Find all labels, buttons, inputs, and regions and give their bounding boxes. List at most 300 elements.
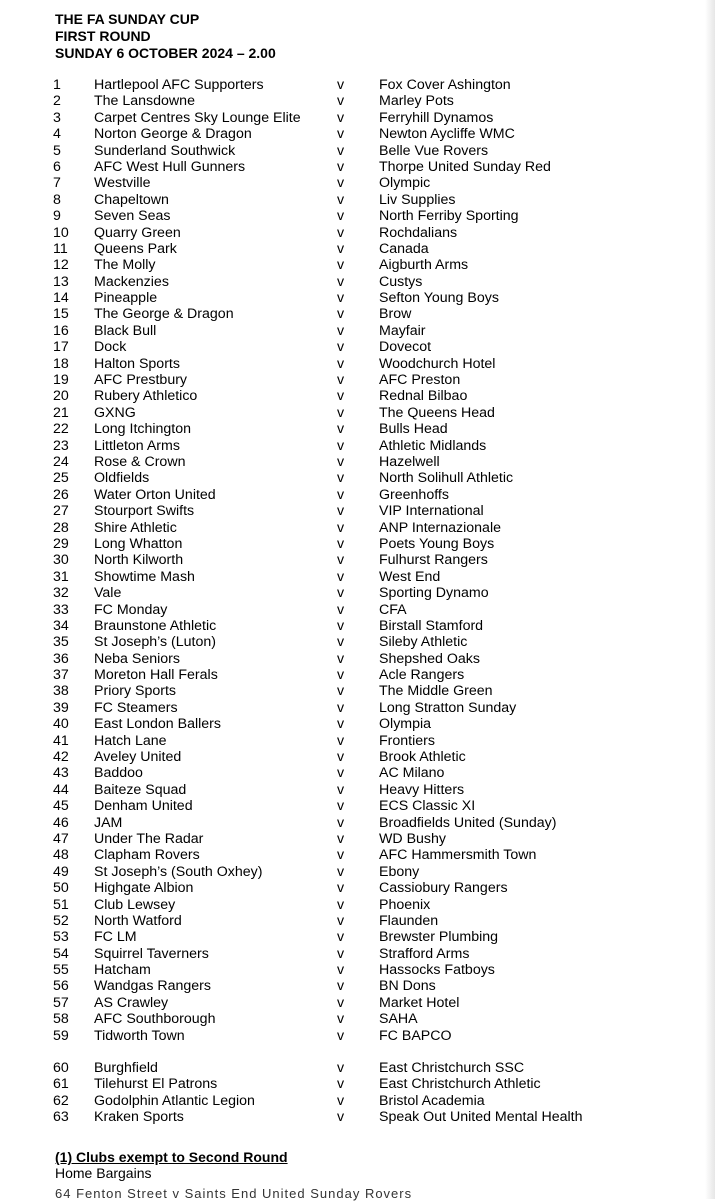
away-team: VIP International (379, 503, 484, 520)
fixture-number: 61 (53, 1076, 69, 1093)
home-team: Hatcham (94, 962, 151, 979)
versus-mark: v (337, 765, 345, 782)
away-team: AFC Hammersmith Town (379, 847, 537, 864)
home-team: Kraken Sports (94, 1109, 184, 1126)
versus-mark: v (337, 535, 345, 552)
versus-mark: v (337, 437, 345, 454)
fixture-row (0, 929, 700, 945)
fixture-number: 33 (53, 601, 69, 618)
fixture-row (0, 520, 700, 536)
away-team: Speak Out United Mental Health (379, 1109, 583, 1126)
home-team: AFC West Hull Gunners (94, 158, 246, 175)
away-team: Ferryhill Dynamos (379, 109, 494, 126)
fixture-number: 20 (53, 388, 69, 405)
versus-mark: v (337, 404, 345, 421)
fixture-row (0, 946, 700, 962)
home-team: Burghfield (94, 1060, 158, 1077)
versus-mark: v (337, 1092, 345, 1109)
versus-mark: v (337, 503, 345, 520)
fixture-number: 14 (53, 290, 69, 307)
fixture-row (0, 470, 700, 486)
versus-mark: v (337, 486, 345, 503)
away-team: Poets Young Boys (379, 535, 495, 552)
away-team: Shepshed Oaks (379, 650, 480, 667)
home-team: East London Ballers (94, 716, 221, 733)
home-team: Tilehurst El Patrons (94, 1076, 218, 1093)
away-team: Acle Rangers (379, 667, 465, 684)
versus-mark: v (337, 847, 345, 864)
fixture-number: 19 (53, 372, 69, 389)
fixture-row (0, 1076, 700, 1092)
home-team: North Kilworth (94, 552, 184, 569)
fixture-row (0, 388, 700, 404)
versus-mark: v (337, 650, 345, 667)
fixture-row (0, 847, 700, 863)
fixture-number: 2 (53, 93, 61, 110)
away-team: CFA (379, 601, 407, 618)
fixture-number: 62 (53, 1092, 69, 1109)
home-team: Hatch Lane (94, 732, 167, 749)
away-team: FC BAPCO (379, 1027, 452, 1044)
fixture-row (0, 208, 700, 224)
versus-mark: v (337, 1076, 345, 1093)
home-team: Sunderland Southwick (94, 142, 236, 159)
away-team: SAHA (379, 1011, 418, 1028)
versus-mark: v (337, 732, 345, 749)
versus-mark: v (337, 191, 345, 208)
versus-mark: v (337, 994, 345, 1011)
home-team: Neba Seniors (94, 650, 180, 667)
home-team: Mackenzies (94, 273, 169, 290)
away-team: Rochdalians (379, 224, 458, 241)
home-team: Rose & Crown (94, 453, 186, 470)
versus-mark: v (337, 175, 345, 192)
versus-mark: v (337, 912, 345, 929)
versus-mark: v (337, 126, 345, 143)
fixture-row (0, 749, 700, 765)
fixture-row (0, 1011, 700, 1027)
fixture-row (0, 815, 700, 831)
fixture-number: 47 (53, 830, 69, 847)
home-team: Westville (94, 175, 151, 192)
fixture-row (0, 1060, 700, 1076)
fixture-row (0, 634, 700, 650)
versus-mark: v (337, 601, 345, 618)
home-team: FC Monday (94, 601, 168, 618)
home-team: AFC Southborough (94, 1011, 216, 1028)
away-team: North Ferriby Sporting (379, 208, 519, 225)
fixture-number: 46 (53, 814, 69, 831)
home-team: AFC Prestbury (94, 372, 188, 389)
home-team: Littleton Arms (94, 437, 180, 454)
home-team: Clapham Rovers (94, 847, 200, 864)
home-team: Squirrel Taverners (94, 945, 209, 962)
fixture-row (0, 110, 700, 126)
versus-mark: v (337, 896, 345, 913)
home-team: Queens Park (94, 240, 177, 257)
home-team: Quarry Green (94, 224, 181, 241)
away-team: Sefton Young Boys (379, 290, 499, 307)
fixture-row (0, 503, 700, 519)
versus-mark: v (337, 1060, 345, 1077)
home-team: Moreton Hall Ferals (94, 667, 218, 684)
fixture-number: 52 (53, 912, 69, 929)
versus-mark: v (337, 880, 345, 897)
away-team: Newton Aycliffe WMC (379, 126, 515, 143)
fixture-number: 7 (53, 175, 61, 192)
versus-mark: v (337, 273, 345, 290)
versus-mark: v (337, 1109, 345, 1126)
fixture-row (0, 421, 700, 437)
versus-mark: v (337, 617, 345, 634)
away-team: Brewster Plumbing (379, 929, 499, 946)
away-team: Hazelwell (379, 453, 440, 470)
fixture-number: 53 (53, 929, 69, 946)
fixture-row (0, 733, 700, 749)
home-team: Wandgas Rangers (94, 978, 211, 995)
fixture-row (0, 602, 700, 618)
fixture-number: 60 (53, 1060, 69, 1077)
home-team: The George & Dragon (94, 306, 234, 323)
away-team: Liv Supplies (379, 191, 456, 208)
home-team: AS Crawley (94, 994, 169, 1011)
fixture-number: 51 (53, 896, 69, 913)
fixture-row (0, 225, 700, 241)
versus-mark: v (337, 142, 345, 159)
away-team: Fox Cover Ashington (379, 77, 511, 93)
away-team: Rednal Bilbao (379, 388, 468, 405)
home-team: Rubery Athletico (94, 388, 198, 405)
fixture-number: 16 (53, 322, 69, 339)
away-team: Broadfields United (Sunday) (379, 814, 557, 831)
fixture-number: 1 (53, 77, 61, 93)
fixture-number: 43 (53, 765, 69, 782)
fixture-number: 29 (53, 535, 69, 552)
away-team: Strafford Arms (379, 945, 470, 962)
fixture-number: 55 (53, 962, 69, 979)
fixture-number: 58 (53, 1011, 69, 1028)
fixture-row (0, 143, 700, 159)
fixture-number: 9 (53, 208, 61, 225)
fixture-number: 4 (53, 126, 61, 143)
fixture-row (0, 438, 700, 454)
fixture-row (0, 897, 700, 913)
fixture-number: 27 (53, 503, 69, 520)
versus-mark: v (337, 716, 345, 733)
fixture-row (0, 372, 700, 388)
round-title: FIRST ROUND (55, 28, 151, 44)
fixture-number: 40 (53, 716, 69, 733)
home-team: Club Lewsey (94, 896, 176, 913)
versus-mark: v (337, 699, 345, 716)
versus-mark: v (337, 585, 345, 602)
fixture-number: 50 (53, 880, 69, 897)
fixture-number: 13 (53, 273, 69, 290)
away-team: Cassiobury Rangers (379, 880, 508, 897)
versus-mark: v (337, 290, 345, 307)
versus-mark: v (337, 781, 345, 798)
fixture-number: 23 (53, 437, 69, 454)
fixture-number: 15 (53, 306, 69, 323)
away-team: Market Hotel (379, 994, 460, 1011)
away-team: Dovecot (379, 339, 432, 356)
away-team: The Queens Head (379, 404, 495, 421)
fixture-number: 44 (53, 781, 69, 798)
home-team: Denham United (94, 798, 193, 815)
fixture-number: 32 (53, 585, 69, 602)
home-team: The Molly (94, 257, 156, 274)
fixture-row (0, 667, 700, 683)
home-team: North Watford (94, 912, 182, 929)
versus-mark: v (337, 749, 345, 766)
home-team: Under The Radar (94, 830, 204, 847)
exempt-club: Home Bargains (55, 1165, 152, 1181)
away-team: Greenhoffs (379, 486, 449, 503)
match-date: SUNDAY 6 OCTOBER 2024 – 2.00 (55, 45, 276, 61)
fixture-number: 22 (53, 421, 69, 438)
fixture-row (0, 995, 700, 1011)
fixture-row (0, 962, 700, 978)
fixture-number: 28 (53, 519, 69, 536)
fixture-row (0, 569, 700, 585)
fixture-row (0, 126, 700, 142)
versus-mark: v (337, 470, 345, 487)
fixture-row (0, 274, 700, 290)
versus-mark: v (337, 240, 345, 257)
home-team: Highgate Albion (94, 880, 194, 897)
fixture-row (0, 1093, 700, 1109)
fixture-number: 25 (53, 470, 69, 487)
versus-mark: v (337, 109, 345, 126)
fixture-number: 45 (53, 798, 69, 815)
fixture-row (0, 552, 700, 568)
away-team: West End (379, 568, 441, 585)
away-team: Bulls Head (379, 421, 448, 438)
away-team: Olympic (379, 175, 431, 192)
home-team: Baiteze Squad (94, 781, 187, 798)
away-team: Belle Vue Rovers (379, 142, 489, 159)
fixture-row (0, 77, 700, 93)
versus-mark: v (337, 1011, 345, 1028)
home-team: Priory Sports (94, 683, 176, 700)
versus-mark: v (337, 1027, 345, 1044)
fixture-row (0, 454, 700, 470)
away-team: Thorpe United Sunday Red (379, 158, 551, 175)
home-team: Halton Sports (94, 355, 180, 372)
versus-mark: v (337, 978, 345, 995)
home-team: JAM (94, 814, 123, 831)
home-team: Dock (94, 339, 127, 356)
home-team: Tidworth Town (94, 1027, 185, 1044)
fixture-number: 31 (53, 568, 69, 585)
versus-mark: v (337, 158, 345, 175)
home-team: Hartlepool AFC Supporters (94, 77, 264, 93)
fixture-row (0, 585, 700, 601)
away-team: Ebony (379, 863, 420, 880)
away-team: Frontiers (379, 732, 435, 749)
home-team: Pineapple (94, 290, 158, 307)
home-team: St Joseph’s (South Oxhey) (94, 863, 263, 880)
fixture-number: 39 (53, 699, 69, 716)
fixture-row (0, 93, 700, 109)
away-team: North Solihull Athletic (379, 470, 514, 487)
fixture-number: 57 (53, 994, 69, 1011)
fixture-row (0, 1028, 700, 1044)
away-team: Brook Athletic (379, 749, 466, 766)
home-team: Seven Seas (94, 208, 171, 225)
exempt-heading: (1) Clubs exempt to Second Round (55, 1149, 288, 1165)
versus-mark: v (337, 257, 345, 274)
fixture-row (0, 716, 700, 732)
fixture-number: 49 (53, 863, 69, 880)
cutoff-fixture-text: 64 Fenton Street v Saints End United Sunday Rovers (55, 1186, 413, 1201)
versus-mark: v (337, 863, 345, 880)
versus-mark: v (337, 306, 345, 323)
home-team: Vale (94, 585, 122, 602)
fixture-row (0, 306, 700, 322)
home-team: Oldfields (94, 470, 150, 487)
fixture-number: 3 (53, 109, 61, 126)
fixture-row (0, 356, 700, 372)
fixture-number: 11 (53, 240, 68, 257)
fixture-row (0, 700, 700, 716)
versus-mark: v (337, 388, 345, 405)
fixture-number: 6 (53, 158, 61, 175)
fixture-number: 5 (53, 142, 61, 159)
versus-mark: v (337, 568, 345, 585)
home-team: Long Whatton (94, 535, 183, 552)
versus-mark: v (337, 339, 345, 356)
fixture-number: 36 (53, 650, 69, 667)
versus-mark: v (337, 322, 345, 339)
away-team: Brow (379, 306, 412, 323)
away-team: Mayfair (379, 322, 426, 339)
fixture-row (0, 651, 700, 667)
fixture-list (0, 77, 700, 1126)
versus-mark: v (337, 519, 345, 536)
fixture-number: 63 (53, 1109, 69, 1126)
versus-mark: v (337, 77, 345, 93)
home-team: Showtime Mash (94, 568, 195, 585)
document-title: THE FA SUNDAY CUP (55, 11, 200, 27)
fixture-row (0, 159, 700, 175)
home-team: Long Itchington (94, 421, 192, 438)
away-team: AFC Preston (379, 372, 461, 389)
fixture-number: 26 (53, 486, 69, 503)
home-team: Shire Athletic (94, 519, 177, 536)
away-team: The Middle Green (379, 683, 493, 700)
versus-mark: v (337, 224, 345, 241)
home-team: Chapeltown (94, 191, 169, 208)
away-team: Woodchurch Hotel (379, 355, 496, 372)
fixture-row (0, 323, 700, 339)
away-team: Olympia (379, 716, 432, 733)
fixture-row (0, 536, 700, 552)
fixture-row (0, 880, 700, 896)
home-team: FC Steamers (94, 699, 178, 716)
fixture-number: 54 (53, 945, 69, 962)
away-team: Heavy Hitters (379, 781, 465, 798)
away-team: East Christchurch SSC (379, 1060, 525, 1077)
away-team: Custys (379, 273, 423, 290)
away-team: Birstall Stamford (379, 617, 484, 634)
away-team: AC Milano (379, 765, 445, 782)
away-team: Hassocks Fatboys (379, 962, 495, 979)
home-team: St Joseph’s (Luton) (94, 634, 216, 651)
away-team: Aigburth Arms (379, 257, 469, 274)
away-team: BN Dons (379, 978, 436, 995)
away-team: WD Bushy (379, 830, 447, 847)
versus-mark: v (337, 552, 345, 569)
fixture-row (0, 405, 700, 421)
fixture-row (0, 290, 700, 306)
fixture-number: 24 (53, 453, 69, 470)
group-spacer (0, 1044, 700, 1060)
away-team: Fulhurst Rangers (379, 552, 488, 569)
home-team: Stourport Swifts (94, 503, 195, 520)
fixture-number: 42 (53, 749, 69, 766)
versus-mark: v (337, 962, 345, 979)
fixture-number: 56 (53, 978, 69, 995)
versus-mark: v (337, 355, 345, 372)
fixture-row (0, 618, 700, 634)
away-team: Sporting Dynamo (379, 585, 489, 602)
away-team: Bristol Academia (379, 1092, 485, 1109)
away-team: Phoenix (379, 896, 431, 913)
fixture-number: 48 (53, 847, 69, 864)
fixture-number: 18 (53, 355, 69, 372)
fixture-number: 8 (53, 191, 61, 208)
home-team: Black Bull (94, 322, 157, 339)
fixture-number: 21 (53, 404, 69, 421)
fixture-number: 37 (53, 667, 69, 684)
versus-mark: v (337, 421, 345, 438)
fixture-row (0, 765, 700, 781)
versus-mark: v (337, 453, 345, 470)
fixture-number: 30 (53, 552, 69, 569)
fixture-number: 10 (53, 224, 69, 241)
away-team: East Christchurch Athletic (379, 1076, 541, 1093)
fixture-row (0, 831, 700, 847)
away-team: Athletic Midlands (379, 437, 487, 454)
away-team: Long Stratton Sunday (379, 699, 517, 716)
page-edge-shadow (705, 0, 715, 1199)
versus-mark: v (337, 372, 345, 389)
away-team: ANP Internazionale (379, 519, 501, 536)
fixture-row (0, 487, 700, 503)
versus-mark: v (337, 634, 345, 651)
home-team: Braunstone Athletic (94, 617, 217, 634)
fixture-number: 12 (53, 257, 69, 274)
fixture-row (0, 913, 700, 929)
versus-mark: v (337, 814, 345, 831)
fixture-number: 59 (53, 1027, 69, 1044)
versus-mark: v (337, 798, 345, 815)
fixture-row (0, 192, 700, 208)
fixture-row (0, 864, 700, 880)
fixture-row (0, 257, 700, 273)
home-team: Water Orton United (94, 486, 216, 503)
fixture-number: 17 (53, 339, 69, 356)
fixture-number: 38 (53, 683, 69, 700)
fixture-row (0, 782, 700, 798)
versus-mark: v (337, 830, 345, 847)
home-team: Godolphin Atlantic Legion (94, 1092, 255, 1109)
fixture-row (0, 978, 700, 994)
away-team: ECS Classic XI (379, 798, 476, 815)
versus-mark: v (337, 929, 345, 946)
fixture-row (0, 241, 700, 257)
